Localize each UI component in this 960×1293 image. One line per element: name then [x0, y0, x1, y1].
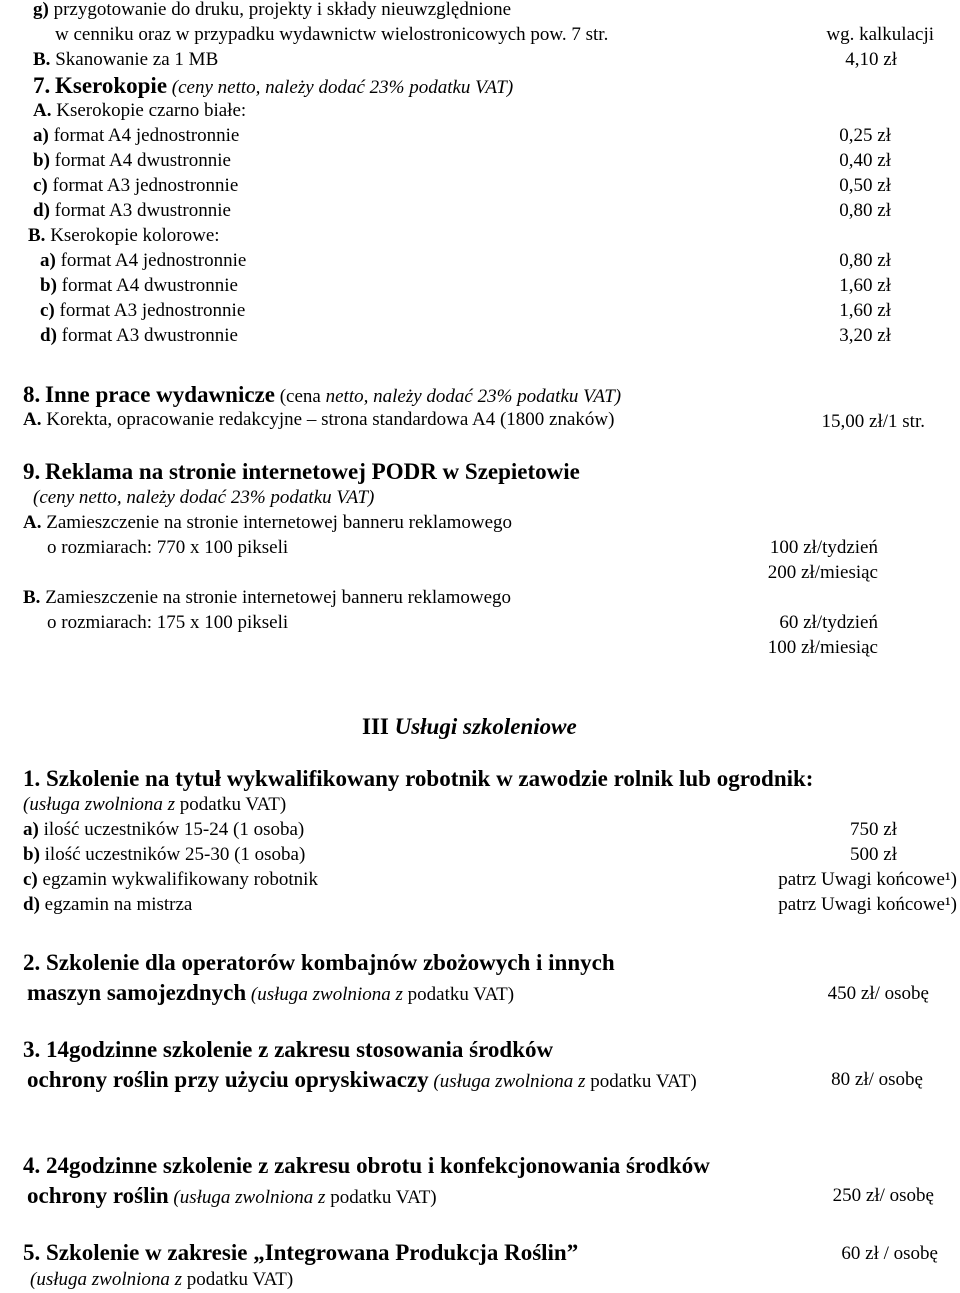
training-4-heading	[23, 1154, 710, 1177]
price-s8-a: 15,00 zł/1 str.	[821, 411, 925, 432]
line-s9-b2: o rozmiarach: 175 x 100 pikseli	[47, 612, 289, 633]
price-t5: 60 zł / osobę	[841, 1243, 938, 1264]
section-number: 5.	[23, 1240, 41, 1265]
list-item	[40, 276, 238, 295]
section-roman: III	[362, 714, 389, 739]
section-title: Szkolenie w zakresie „Integrowana Produkcja Roślin”	[46, 1240, 579, 1265]
section-number: 2.	[23, 950, 41, 975]
note-plain: podatku VAT)	[179, 794, 287, 815]
item-key: d)	[40, 325, 57, 346]
item-text: przygotowanie do druku, projekty i składy nieuwzględnione	[53, 0, 512, 20]
list-item	[33, 176, 238, 195]
section-title: Reklama na stronie internetowej PODR w Szepietowie	[45, 459, 580, 484]
note-italic: (usługa zwolniona z	[433, 1071, 586, 1092]
item-text: Zamieszczenie na stronie internetowej banneru reklamowego	[45, 587, 512, 608]
item-key: b)	[23, 844, 40, 865]
subsection-bw-title	[33, 101, 246, 120]
training-5-heading	[23, 1241, 578, 1264]
list-item	[23, 845, 305, 864]
subsection-color-title	[28, 226, 220, 245]
section-9-heading	[23, 460, 580, 483]
item-key: b)	[40, 275, 57, 296]
price-s9-a1: 100 zł/tydzień	[769, 537, 878, 558]
line-g-1	[33, 0, 511, 19]
section-title: ochrony roślin	[27, 1183, 169, 1208]
item-price: 0,80 zł	[839, 200, 891, 221]
item-price: 1,60 zł	[839, 300, 891, 321]
note-italic: (usługa zwolniona z	[250, 984, 403, 1005]
note-plain: podatku VAT)	[407, 984, 515, 1005]
item-text: Skanowanie za 1 MB	[55, 49, 219, 70]
section-number: 9.	[23, 459, 41, 484]
section-8-heading	[23, 383, 621, 406]
item-label: A.	[23, 409, 42, 430]
price-s9-a2: 200 zł/miesiąc	[767, 562, 878, 583]
section-note: (cena	[279, 386, 321, 407]
item-text: format A4 jednostronnie	[60, 250, 247, 271]
section-title: maszyn samojezdnych	[27, 980, 247, 1005]
line-s9-a1	[23, 513, 512, 532]
item-text: Zamieszczenie na stronie internetowej banneru reklamowego	[46, 512, 513, 533]
item-key: c)	[33, 175, 48, 196]
note-plain: podatku VAT)	[186, 1269, 294, 1290]
item-price: 750 zł	[850, 819, 897, 840]
line-g-2: w cenniku oraz w przypadku wydawnictw wielostronicowych pow. 7 str.	[55, 24, 609, 45]
list-item	[40, 251, 246, 270]
price-scan: 4,10 zł	[845, 49, 897, 70]
section-number: 8.	[23, 382, 41, 407]
item-key: d)	[33, 200, 50, 221]
item-key: a)	[33, 125, 49, 146]
training-3-line2	[27, 1068, 697, 1091]
item-key: b)	[33, 150, 50, 171]
item-label: B.	[23, 587, 41, 608]
item-key: d)	[23, 894, 40, 915]
price-s9-b1: 60 zł/tydzień	[779, 612, 878, 633]
item-key: a)	[23, 819, 39, 840]
line-s9-a2: o rozmiarach: 770 x 100 pikseli	[47, 537, 289, 558]
section-title: 24godzinne szkolenie z zakresu obrotu i konfekcjonowania środków	[46, 1153, 710, 1178]
line-scan	[33, 50, 218, 69]
item-price: 0,40 zł	[839, 150, 891, 171]
item-text: format A3 dwustronnie	[61, 325, 238, 346]
item-price: patrz Uwagi końcowe¹)	[778, 894, 957, 915]
training-2-line2	[27, 981, 514, 1004]
section-number: 1.	[23, 766, 41, 791]
item-text: ilość uczestników 25-30 (1 osoba)	[44, 844, 306, 865]
section-number: 4.	[23, 1153, 41, 1178]
section-title: 14godzinne szkolenie z zakresu stosowania środków	[46, 1037, 554, 1062]
list-item	[33, 151, 231, 170]
list-item	[23, 895, 192, 914]
section-note: (ceny netto, należy dodać 23% podatku VAT)	[33, 487, 375, 508]
section-number: 3.	[23, 1037, 41, 1062]
item-price: 3,20 zł	[839, 325, 891, 346]
section-title: Kserokopie	[55, 73, 168, 98]
section-9-note	[33, 488, 374, 507]
item-text: format A4 jednostronnie	[53, 125, 240, 146]
item-label: A.	[33, 100, 52, 121]
price-g: wg. kalkulacji	[826, 24, 934, 45]
item-key: c)	[40, 300, 55, 321]
list-item	[23, 820, 304, 839]
section-note: (ceny netto, należy dodać 23% podatku VAT)	[171, 77, 514, 98]
item-text: Korekta, opracowanie redakcyjne – strona standardowa A4 (1800 znaków)	[46, 409, 615, 430]
section-iii-heading	[362, 715, 577, 738]
item-price: 500 zł	[850, 844, 897, 865]
item-text: format A3 dwustronnie	[54, 200, 231, 221]
item-text: egzamin wykwalifikowany robotnik	[42, 869, 318, 890]
price-s9-b2: 100 zł/miesiąc	[767, 637, 878, 658]
section-title: Inne prace wydawnicze	[45, 382, 275, 407]
item-label: B.	[28, 225, 46, 246]
section-title: Szkolenie na tytuł wykwalifikowany robotnik w zawodzie rolnik lub ogrodnik:	[46, 766, 814, 791]
item-text: format A4 dwustronnie	[54, 150, 231, 171]
line-s9-b1	[23, 588, 511, 607]
training-5-note	[30, 1270, 293, 1289]
training-1-heading	[23, 767, 813, 790]
list-item	[23, 870, 318, 889]
note-italic: (usługa zwolniona z	[23, 794, 176, 815]
price-t4: 250 zł/ osobę	[832, 1185, 934, 1206]
item-text: format A4 dwustronnie	[61, 275, 238, 296]
item-label: B.	[33, 49, 51, 70]
section-number: 7.	[33, 73, 51, 98]
section-note: netto, należy dodać 23% podatku VAT)	[325, 386, 622, 407]
item-key: a)	[40, 250, 56, 271]
item-price: 0,50 zł	[839, 175, 891, 196]
list-item	[40, 301, 245, 320]
training-4-line2	[27, 1184, 437, 1207]
price-t2: 450 zł/ osobę	[827, 983, 929, 1004]
training-3-heading	[23, 1038, 553, 1061]
section-title: Usługi szkoleniowe	[394, 714, 577, 739]
section-title: ochrony roślin przy użyciu opryskiwaczy	[27, 1067, 429, 1092]
item-price: 0,25 zł	[839, 125, 891, 146]
list-item	[33, 201, 231, 220]
training-1-note	[23, 795, 286, 814]
item-label: g)	[33, 0, 49, 20]
list-item	[33, 126, 239, 145]
item-text: Kserokopie czarno białe:	[56, 100, 247, 121]
item-key: c)	[23, 869, 38, 890]
note-italic: (usługa zwolniona z	[173, 1187, 326, 1208]
note-plain: podatku VAT)	[330, 1187, 437, 1208]
section-7-heading	[33, 74, 513, 97]
price-t3: 80 zł/ osobę	[831, 1069, 923, 1090]
list-item	[40, 326, 238, 345]
item-price: 0,80 zł	[839, 250, 891, 271]
item-label: A.	[23, 512, 42, 533]
item-text: format A3 jednostronnie	[59, 300, 246, 321]
item-price: patrz Uwagi końcowe¹)	[778, 869, 957, 890]
item-text: format A3 jednostronnie	[52, 175, 239, 196]
item-text: ilość uczestników 15-24 (1 osoba)	[43, 819, 305, 840]
item-text: Kserokopie kolorowe:	[50, 225, 220, 246]
section-title: Szkolenie dla operatorów kombajnów zbożowych i innych	[46, 950, 615, 975]
item-price: 1,60 zł	[839, 275, 891, 296]
note-plain: podatku VAT)	[590, 1071, 697, 1092]
training-2-heading	[23, 951, 615, 974]
note-italic: (usługa zwolniona z	[30, 1269, 183, 1290]
line-s8-a	[23, 410, 614, 429]
item-text: egzamin na mistrza	[44, 894, 193, 915]
